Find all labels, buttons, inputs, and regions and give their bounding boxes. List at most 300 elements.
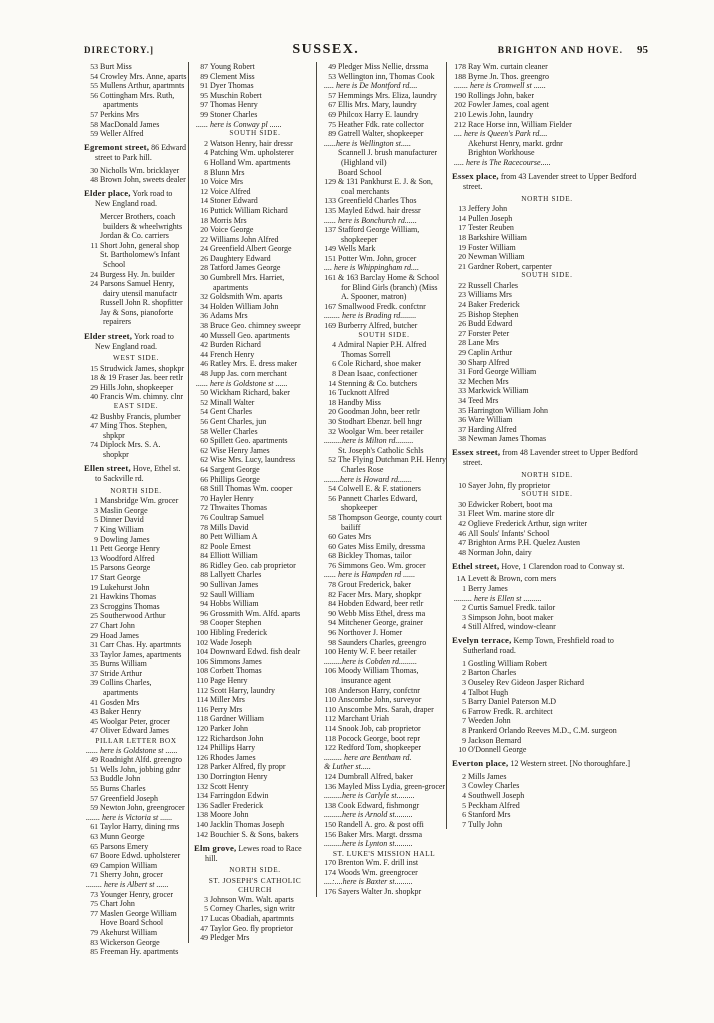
entry-text: Downward Edwd. fish dealr: [210, 647, 301, 657]
entry-text: Hibling Frederick: [210, 628, 268, 638]
directory-entry: [84, 890, 188, 900]
directory-entry: [84, 364, 188, 374]
entry-text: Facer Mrs. Mary, shopkpr: [338, 589, 422, 599]
house-number: 48: [458, 547, 466, 557]
district-label: BRIGHTON AND HOVE.: [497, 46, 623, 56]
house-number: 90: [200, 580, 208, 590]
landmark-label: ST. JOSEPH'S CATHOLIC CHURCH: [208, 875, 302, 895]
directory-entry: [322, 177, 446, 196]
directory-entry: [84, 784, 188, 794]
house-number: 18: [328, 397, 336, 407]
directory-entry: [322, 369, 446, 379]
entry-text: Wickerson George: [100, 937, 160, 947]
directory-entry: [194, 695, 316, 705]
house-number: 20: [200, 225, 208, 235]
entry-text: & 19 Fraser Jas. beer retlr: [100, 373, 184, 383]
entry-text: Dowling James: [100, 534, 150, 544]
directory-entry: [452, 548, 642, 558]
directory-entry: [452, 574, 642, 584]
house-number: 82: [328, 589, 336, 599]
directory-entry: [452, 707, 642, 717]
entry-text: Wade Joseph: [210, 637, 252, 647]
entry-text: Pledger Miss Nellie, drssma: [338, 62, 429, 71]
entry-text: Elliott William: [210, 551, 258, 561]
entry-text: Wells John, jobbing gdnr: [100, 764, 181, 774]
entry-text: Ellis Mrs. Mary, laundry: [338, 100, 417, 110]
directory-entry: [84, 496, 188, 506]
directory-entry: [194, 340, 316, 350]
entry-text: Perkins Mrs: [100, 109, 139, 119]
house-number: 5: [94, 515, 98, 525]
directory-entry: [84, 573, 188, 583]
entry-text: Simmons Geo. Wm. grocer: [338, 560, 426, 570]
house-number: 13: [458, 204, 466, 214]
entry-text: Short John, general shop: [100, 240, 180, 250]
directory-entry: [84, 774, 188, 784]
house-number: 114: [196, 695, 208, 705]
entry-text: Wise Mrs. Lucy, laundress: [210, 455, 296, 465]
house-number: 66: [200, 474, 208, 484]
entry-text: Goldsmith Wm. aparts: [210, 292, 283, 302]
side-label: SOUTH SIDE.: [521, 271, 573, 280]
side-label: SOUTH SIDE.: [229, 129, 281, 138]
entry-text: Scott Henry: [210, 781, 249, 791]
entry-text: Barry Daniel Paterson M.D: [468, 697, 556, 707]
entry-text: Cole Richard, shoe maker: [338, 359, 422, 369]
directory-entry: [84, 440, 188, 459]
directory-entry: [452, 791, 642, 801]
street-heading: Elder street, York road to New England road.: [84, 330, 174, 351]
directory-entry: [84, 383, 188, 393]
directory-entry: [194, 407, 316, 417]
directory-entry: [452, 678, 642, 688]
entry-text: Ford George William: [468, 367, 537, 377]
directory-entry: [84, 640, 188, 650]
entry-text: Newman William: [468, 252, 525, 262]
side-label: SOUTH SIDE.: [358, 330, 410, 339]
entry-text: Caplin Arthur: [468, 348, 513, 358]
street-name: Egremont street,: [84, 142, 150, 153]
entry-text: Scroggins Thomas: [100, 601, 160, 611]
entry-text: Jacklin Thomas Joseph: [210, 819, 285, 829]
house-number: 24: [458, 300, 466, 310]
entry-text: Phillips George: [210, 474, 260, 484]
entry-text: Jay & Sons, pianoforte repairers: [100, 307, 174, 327]
house-number: 77: [90, 908, 98, 918]
directory-entry: [322, 532, 446, 542]
directory-entry: [194, 254, 316, 264]
cross-reference: ...... here is Goldstone st ......: [196, 378, 288, 388]
directory-entry: [194, 216, 316, 226]
directory-entry: [84, 583, 188, 593]
house-number: 63: [90, 831, 98, 841]
directory-entry: [84, 803, 188, 813]
directory-entry: [194, 705, 316, 715]
entry-text: Woolgar Wm. beer retailer: [338, 426, 424, 436]
entry-text: Bushby Francis, plumber: [100, 411, 181, 421]
entry-text: Handby Miss: [338, 397, 381, 407]
directory-entry: [322, 580, 446, 590]
house-number: 49: [328, 62, 336, 71]
entry-text: Mullens Arthur, apartmnts: [100, 81, 185, 91]
directory-entry: [84, 81, 188, 91]
entry-text: Simmons James: [210, 656, 262, 666]
house-number: 190: [454, 90, 466, 100]
house-number: 2: [204, 138, 208, 148]
house-number: 116: [196, 704, 208, 714]
entry-text: Gardner William: [210, 714, 264, 724]
house-number: 75: [328, 119, 336, 129]
house-number: 138: [196, 810, 208, 820]
column-3: [316, 62, 446, 897]
side-label: WEST SIDE.: [113, 354, 159, 363]
entry-text: Gates Mrs: [338, 532, 372, 542]
directory-entry: [452, 110, 642, 120]
entry-text: Heather Fdk. rate collector: [338, 119, 424, 129]
directory-entry: [452, 348, 642, 358]
house-number: 96: [328, 628, 336, 638]
entry-text: Stenning & Co. butchers: [338, 378, 418, 388]
directory-entry: [452, 290, 642, 300]
house-number: 68: [328, 551, 336, 561]
entry-text: Daughtery Edward: [210, 253, 271, 263]
directory-entry: [452, 772, 642, 782]
entry-text: Sullivan James: [210, 580, 259, 590]
entry-text: Poole Ernest: [210, 541, 251, 551]
directory-entry: [452, 243, 642, 253]
house-number: 10: [458, 745, 466, 755]
house-number: 67: [90, 851, 98, 861]
house-number: 102: [196, 637, 208, 647]
house-number: 69: [328, 109, 336, 119]
entry-text: Potter Wm. John, grocer: [338, 253, 417, 263]
house-number: 3: [462, 678, 466, 688]
directory-entry: [84, 250, 188, 269]
street-heading: Evelyn terrace, Kemp Town, Freshfield road to Sutherland road.: [452, 635, 614, 656]
entry-text: Pett George Henry: [100, 544, 160, 554]
entry-text: Grout Frederick, baker: [338, 580, 412, 590]
house-number: 4: [332, 340, 336, 350]
directory-entry: [84, 909, 188, 919]
entry-text: Sargent George: [210, 464, 260, 474]
house-number: 11: [90, 240, 98, 250]
entry-text: Morris Mrs: [210, 215, 247, 225]
directory-entry: [322, 858, 446, 868]
directory-entry: [194, 933, 316, 943]
house-number: 94: [328, 618, 336, 628]
entry-text: Taylor Harry, dining rms: [100, 822, 180, 832]
entry-text: Thwaites Thomas: [210, 503, 267, 513]
entry-text: Wickham Richard, baker: [210, 388, 290, 398]
directory-entry: [322, 110, 446, 120]
directory-entry: [452, 223, 642, 233]
directory-entry: [84, 298, 188, 308]
directory-entry: [194, 81, 316, 91]
entry-text: Bishop Stephen: [468, 309, 519, 319]
entry-text: Southwell Joseph: [468, 791, 525, 800]
house-number: 61: [90, 822, 98, 832]
directory-entry: [194, 273, 316, 292]
directory-entry: [322, 148, 446, 167]
house-number: 149: [324, 244, 336, 254]
directory-entry: [452, 613, 642, 623]
cross-reference: ..... here is De Montford rd....: [324, 81, 418, 91]
entry-text: Voice George: [210, 225, 254, 235]
entry-text: Burberry Alfred, butcher: [338, 321, 418, 331]
directory-entry: [452, 726, 642, 736]
house-number: 129: [324, 177, 336, 187]
entry-text: Hemmings Mrs. Eliza, laundry: [338, 90, 437, 100]
directory-entry: [322, 273, 446, 302]
house-number: 84: [200, 551, 208, 561]
directory-entry: [322, 772, 446, 782]
entry-text: Brenton Wm. F. drill inst: [338, 858, 419, 868]
directory-entry: [84, 755, 188, 765]
entry-text: Spillett Geo. apartments: [210, 436, 288, 446]
directory-entry: [194, 168, 316, 178]
entry-text: Pocock George, boot repr: [338, 733, 421, 743]
house-number: 39: [90, 678, 98, 688]
entry-text: Diplock Mrs. S. A. shopkpr: [100, 440, 161, 459]
directory-entry: [194, 753, 316, 763]
entry-text: Sayer John, fly proprietor: [468, 480, 551, 490]
house-number: 30: [458, 357, 466, 367]
house-number: 128: [196, 762, 208, 772]
entry-text: Mechen Mrs: [468, 376, 509, 386]
directory-entry: [194, 72, 316, 82]
house-number: 50: [200, 388, 208, 398]
entry-text: O'Donnell George: [468, 745, 527, 755]
house-number: 75: [90, 899, 98, 909]
directory-entry: [194, 551, 316, 561]
directory-entry: [194, 570, 316, 580]
entry-text: Berry James: [468, 583, 508, 593]
directory-entry: [194, 484, 316, 494]
cross-reference: ......here is Wellington st.....: [324, 138, 411, 148]
entry-text: Brighton Workhouse: [468, 148, 535, 158]
directory-entry: [194, 359, 316, 369]
house-number: 47: [458, 538, 466, 548]
directory-entry: [84, 212, 188, 231]
house-number: 47: [90, 421, 98, 431]
entry-text: Baker Henry: [100, 707, 142, 717]
directory-entry: [194, 139, 316, 149]
house-number: 58: [90, 119, 98, 129]
entry-text: Sayers Walter Jn. shopkpr: [338, 887, 422, 897]
cross-reference: ......... here are Bentham rd.: [324, 752, 412, 762]
directory-entry: [194, 638, 316, 648]
entry-text: Gent Charles: [210, 407, 252, 417]
entry-text: Oglieve Frederick Arthur, sign writer: [468, 518, 587, 528]
directory-entry: [84, 870, 188, 880]
house-number: 7: [94, 524, 98, 534]
directory-entry: [452, 668, 642, 678]
entry-text: Lane Mrs: [468, 338, 499, 348]
entry-text: Barkshire William: [468, 232, 527, 242]
house-number: 150: [324, 819, 336, 829]
house-number: 100: [324, 647, 336, 657]
house-number: 15: [90, 363, 98, 373]
house-number: 51: [90, 764, 98, 774]
cross-reference: ...... here is Goldstone st ......: [86, 745, 178, 755]
directory-entry: [84, 412, 188, 422]
house-number: 56: [90, 90, 98, 100]
entry-text: Foster William: [468, 242, 516, 252]
house-number: 23: [90, 601, 98, 611]
directory-entry: [194, 532, 316, 542]
directory-entry: [194, 714, 316, 724]
entry-text: Corney Charles, sign writr: [210, 904, 295, 914]
house-number: 78: [328, 580, 336, 590]
directory-entry: [194, 895, 316, 905]
street-heading: Everton place, 12 Western street. [No thoroughfare.]: [452, 758, 630, 769]
entry-text: Talbot Hugh: [468, 687, 509, 697]
directory-entry: [84, 707, 188, 717]
house-number: 55: [90, 81, 98, 91]
house-number: 118: [196, 714, 208, 724]
entry-text: Gent Charles, jun: [210, 416, 267, 426]
directory-entry: [84, 650, 188, 660]
directory-entry: [194, 801, 316, 811]
house-number: 134: [196, 791, 208, 801]
entry-text: Sherry John, grocer: [100, 870, 163, 880]
entry-text: Stafford George William, shopkeeper: [338, 225, 420, 244]
directory-entry: [84, 506, 188, 516]
house-number: 112: [324, 714, 336, 724]
entry-text: Newman James Thomas: [468, 434, 547, 444]
entry-text: Weller Charles: [210, 426, 258, 436]
directory-entry: [452, 120, 642, 130]
side-label: NORTH SIDE.: [521, 470, 573, 479]
directory-entry: [84, 822, 188, 832]
house-number: 32: [328, 426, 336, 436]
landmark-label: ST. LUKE'S MISSION HALL: [332, 848, 436, 858]
house-number: 114: [324, 723, 336, 733]
directory-entry: [194, 475, 316, 485]
house-number: 52: [328, 455, 336, 465]
directory-entry: [322, 129, 446, 139]
house-number: 53: [328, 71, 336, 81]
entry-text: Newton John, greengrocer: [100, 803, 185, 813]
house-number: 80: [200, 532, 208, 542]
house-number: 124: [324, 771, 336, 781]
directory-entry: [194, 772, 316, 782]
house-number: 53: [90, 774, 98, 784]
house-number: 3: [462, 781, 466, 791]
house-number: 54: [328, 484, 336, 494]
house-number: 57: [328, 90, 336, 100]
entry-text: Mansbridge Wm. grocer: [100, 496, 179, 506]
directory-entry: [194, 244, 316, 254]
directory-entry: [194, 599, 316, 609]
house-number: 73: [90, 889, 98, 899]
directory-entry: [452, 300, 642, 310]
directory-entry: [452, 214, 642, 224]
street-heading: Elder place, York road to New England road.: [84, 188, 173, 209]
directory-entry: [194, 235, 316, 245]
entry-text: Tester Reuben: [468, 223, 514, 233]
entry-text: Southerwood Arthur: [100, 611, 166, 621]
entry-text: Greenfield Albert George: [210, 244, 292, 254]
house-number: 32: [200, 292, 208, 302]
house-number: 74: [90, 440, 98, 450]
house-number: 65: [90, 841, 98, 851]
directory-entry: [194, 417, 316, 427]
house-number: 92: [200, 589, 208, 599]
directory-entry: [84, 602, 188, 612]
entry-text: Adams Mrs: [210, 311, 248, 321]
entry-text: Ouseley Rev Gideon Jasper Richard: [468, 678, 584, 688]
house-number: 142: [196, 829, 208, 839]
house-number: 5: [462, 697, 466, 707]
house-number: 24: [90, 269, 98, 279]
cross-reference: .........here is Arnold st.........: [324, 810, 413, 820]
directory-entry: [194, 494, 316, 504]
cross-reference: ........here is Howard rd.......: [324, 474, 412, 484]
entry-text: Norman John, dairy: [468, 547, 532, 557]
directory-entry: [194, 398, 316, 408]
directory-entry: [84, 270, 188, 280]
directory-entry: [84, 794, 188, 804]
directory-entry: [84, 669, 188, 679]
house-number: 15: [90, 563, 98, 573]
directory-entry: [452, 319, 642, 329]
directory-entry: [452, 377, 642, 387]
cross-reference: .........here is Carlyle st.........: [324, 791, 415, 801]
entry-text: Mayled Edwd. hair dressr: [338, 205, 421, 215]
directory-entry: [194, 331, 316, 341]
house-number: 19: [458, 242, 466, 252]
directory-entry: [84, 120, 188, 130]
entry-text: Williams John Alfred: [210, 234, 279, 244]
house-number: 76: [328, 560, 336, 570]
house-number: 48: [90, 175, 98, 185]
directory-entry: [194, 388, 316, 398]
entry-text: Baker Mrs. Margt. drssma: [338, 829, 423, 839]
entry-text: Perry Mrs: [210, 704, 243, 714]
directory-entry: [194, 302, 316, 312]
cross-reference: .... here is Whippingham rd....: [324, 263, 419, 273]
directory-entry: [84, 91, 188, 110]
entry-text: Bickley Thomas, tailor: [338, 551, 412, 561]
entry-text: Pett William A: [210, 532, 258, 542]
house-number: 47: [200, 923, 208, 933]
entry-text: Blunn Mrs: [210, 167, 245, 177]
house-number: 60: [328, 541, 336, 551]
house-number: 64: [200, 464, 208, 474]
directory-entry: [84, 851, 188, 861]
directory-entry: [452, 148, 642, 158]
entry-text: Corbett Thomas: [210, 666, 262, 676]
house-number: 10: [200, 177, 208, 187]
directory-entry: [452, 91, 642, 101]
directory-entry: [194, 762, 316, 772]
directory-entry: [84, 621, 188, 631]
directory-entry: [322, 100, 446, 110]
directory-entry: [84, 373, 188, 383]
entry-text: Woolgar Peter, grocer: [100, 716, 170, 726]
house-number: 57: [90, 109, 98, 119]
entry-text: Rhodes James: [210, 752, 256, 762]
house-number: 5: [204, 904, 208, 914]
directory-entry: [194, 724, 316, 734]
directory-entry: [452, 519, 642, 529]
entry-text: Gates Miss Emily, dressma: [338, 541, 426, 551]
entry-text: Henty W. F. beer retailer: [338, 647, 417, 657]
entry-text: Goodman John, beer retlr: [338, 407, 420, 417]
entry-text: Moore John: [210, 810, 249, 820]
house-number: 6: [462, 810, 466, 820]
